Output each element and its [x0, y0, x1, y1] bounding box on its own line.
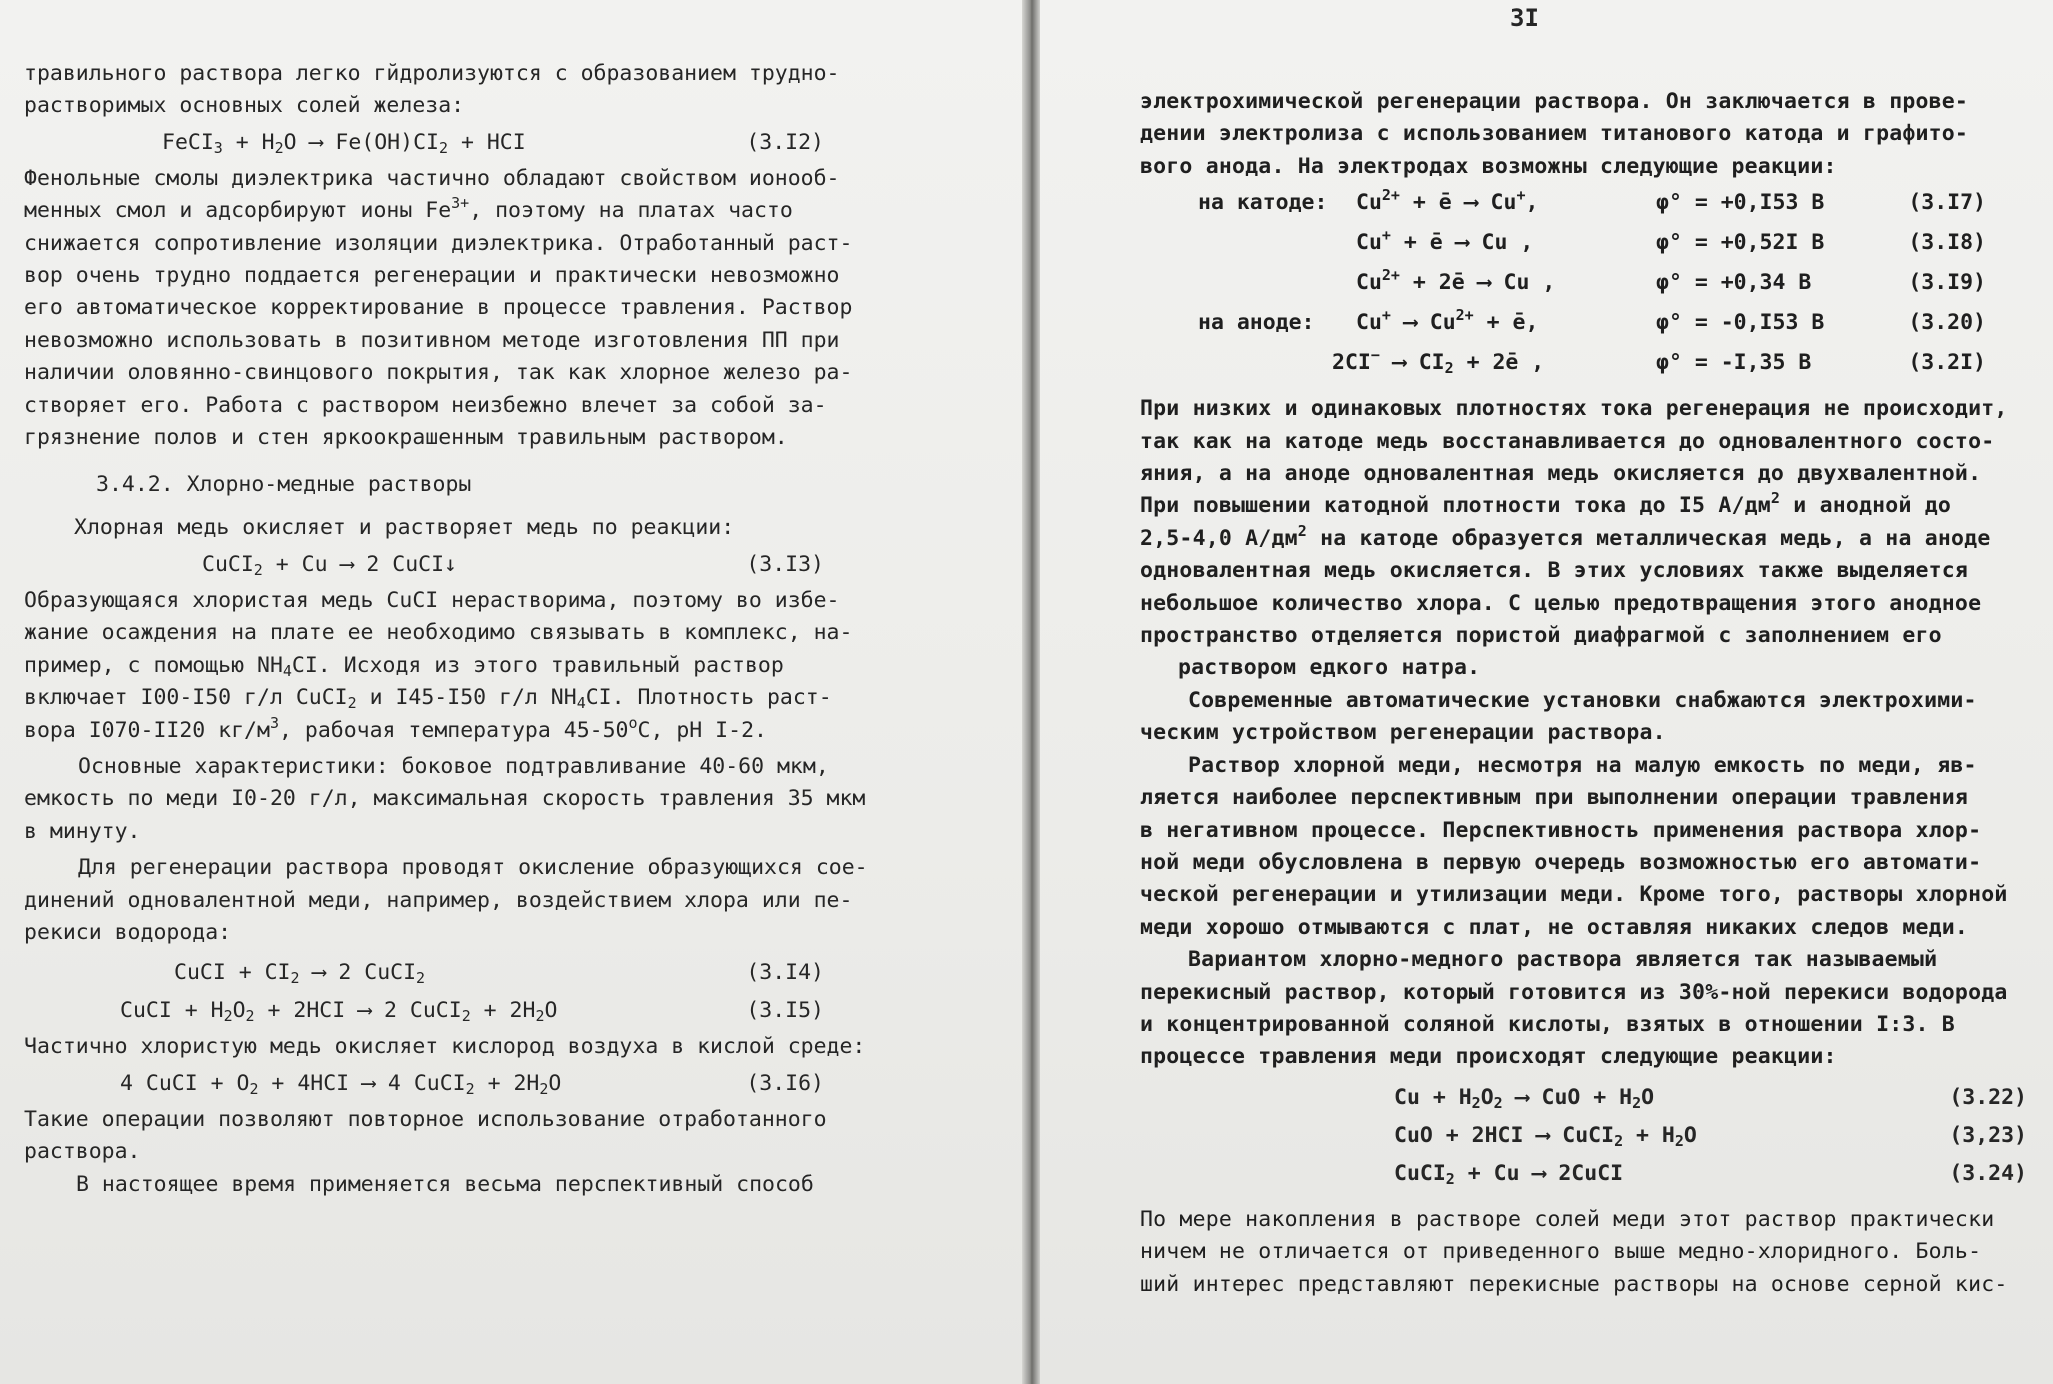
equation-formula: CuCI$_2$ + Cu ⟶ 2 CuCI↓ [202, 551, 457, 579]
text-line: наличии оловянно-свинцового покрытия, так как хлорное железо ра- [24, 360, 853, 386]
text-line: меди хорошо отмываются с плат, не оставляя никаких следов меди. [1140, 914, 1969, 940]
left-page-text [24, 58, 904, 1201]
text-line: одновалентная медь окисляется. В этих условиях также выделяется [1140, 558, 1969, 584]
reaction-potential: φ° = -I,35 В [1656, 350, 1812, 376]
equation-3-24 [1140, 1156, 2035, 1192]
text-line: Современные автоматические установки снабжаются электрохими- [1188, 687, 1977, 713]
equation-formula: CuCI + $CI_2$ ⟶ 2 CuCI$_2$ [174, 960, 426, 988]
text-line: Частично хлористую медь окисляет кислород воздуха в кислой среде: [24, 1034, 866, 1060]
reaction-3-17 [1140, 183, 2035, 223]
text-line: вор очень трудно поддается регенерации и практически невозможно [24, 263, 840, 289]
page-number: 3I [1510, 4, 1539, 32]
reaction-potential: φ° = -0,I53 В [1656, 310, 1825, 336]
text-line: вора I070-II20 $кг/м^3$, рабочая температура 45-50$^o$С, pH I-2. [24, 713, 767, 743]
text-line: При низких и одинаковых плотностях тока регенерация не происходит, [1140, 396, 2008, 422]
text-line: жание осаждения на плате ее необходимо связывать в комплекс, на- [24, 620, 853, 646]
equation-number: (3.I2) [746, 129, 824, 155]
equation-3-14 [24, 955, 904, 991]
text-line: ляется наиболее перспективным при выполнении операции травления [1140, 785, 1969, 811]
reaction-formula: $Cu^{2+}$ + ē ⟶ Cu+, [1356, 186, 1539, 216]
text-line: грязнение полов и стен яркоокрашенным травильным раствором. [24, 425, 788, 451]
text-line: раствора. [24, 1139, 141, 1165]
text-line: Вариантом хлорно-медного раствора является так называемый [1188, 947, 1938, 973]
anode-label: на аноде: [1198, 310, 1315, 336]
equation-3-13 [24, 547, 904, 583]
equation-formula: CuO + 2HCI ⟶ CuCI$_2$ + $H_2O$ [1394, 1122, 1697, 1150]
text-line: 2,5-4,0 $А/дм^2$ на катоде образуется металлическая медь, а на аноде [1140, 521, 1991, 551]
cathode-label: на катоде: [1198, 190, 1328, 216]
book-gutter [1022, 0, 1040, 1384]
reaction-formula: 2CI− ⟶ $CI_2$ + 2ē , [1332, 346, 1545, 378]
text-line: пространство отделяется пористой диафрагмой с заполнением его [1140, 623, 1942, 649]
reaction-formula: Cu+ + ē ⟶ Cu , [1356, 226, 1534, 256]
reaction-formula: $Cu^{2+}$ + 2ē ⟶ Cu , [1356, 266, 1556, 296]
text-line: и концентрированной соляной кислоты, взятых в отношении I:3. В [1140, 1011, 1955, 1037]
reaction-3-18 [1140, 223, 2035, 263]
text-line: процессе травления меди происходят следующие реакции: [1140, 1044, 1837, 1070]
equation-number: (3,23) [1949, 1122, 2027, 1148]
reaction-3-20 [1140, 303, 2035, 343]
equation-number: (3.I3) [746, 551, 824, 577]
text-line: При повышении катодной плотности тока до I5 $А/дм^2$ и анодной до [1140, 489, 1952, 519]
equation-number: (3.20) [1908, 310, 1986, 336]
reaction-3-19 [1140, 263, 2035, 303]
text-line: ничем не отличается от приведенного выше медно-хлоридного. Боль- [1140, 1239, 1982, 1265]
text-line: ческой регенерации и утилизации меди. Кроме того, растворы хлорной [1140, 882, 2008, 908]
reaction-potential: φ° = +0,52I В [1656, 230, 1825, 256]
reaction-formula: Cu+ ⟶ $Cu^{2+}$ + ē, [1356, 306, 1539, 336]
text-line: Такие операции позволяют повторное использование отработанного [24, 1106, 827, 1132]
equation-number: (3.22) [1949, 1084, 2027, 1110]
text-line: так как на катоде медь восстанавливается до одновалентного состо- [1140, 428, 1995, 454]
equation-formula: FeCI$_3$ + $H_2O$ ⟶ $Fe(OH)CI_2$ + HCI [162, 129, 526, 157]
equation-number: (3.I9) [1908, 270, 1986, 296]
equation-3-12 [24, 125, 904, 161]
equation-formula: $Cu + H_2O_2$ ⟶ CuO + $H_2O$ [1394, 1084, 1655, 1112]
text-line: перекисный раствор, который готовится из 30%-ной перекиси водорода [1140, 979, 2008, 1005]
text-line: Образующаяся хлористая медь CuCI нерастворима, поэтому во избе- [24, 587, 840, 613]
text-line: ческим устройством регенерации раствора. [1140, 720, 1666, 746]
equation-formula: 4 CuCI + $O_2 + 4HCI$ ⟶ 4 CuCI$_2$ + $2H_2O$ [120, 1070, 562, 1098]
text-line: менных смол и адсорбируют ионы $Fe^{3+}$, поэтому на платах часто [24, 194, 793, 224]
text-line: По мере накопления в растворе солей меди этот раствор практически [1140, 1206, 1995, 1232]
text-line: Раствор хлорной меди, несмотря на малую емкость по меди, яв- [1188, 752, 1977, 778]
reaction-3-21 [1140, 343, 2035, 383]
text-line: невозможно использовать в позитивном методе изготовления ПП при [24, 327, 840, 353]
text-line: Для регенерации раствора проводят окисление образующихся сое- [78, 855, 868, 881]
text-line: Фенольные смолы диэлектрика частично обладают свойством ионооб- [24, 165, 840, 191]
text-line: электрохимической регенерации раствора. Он заключается в прове- [1140, 89, 1969, 114]
right-page-text [1140, 86, 2035, 1301]
text-line: снижается сопротивление изоляции диэлектрика. Отработанный раст- [24, 230, 853, 256]
equation-number: (3.I8) [1908, 230, 1986, 256]
text-line: Хлорная медь окисляет и растворяет медь по реакции: [74, 515, 735, 541]
section-heading: 3.4.2. Хлорно-медные растворы [96, 472, 472, 498]
equation-3-15 [24, 993, 904, 1029]
reaction-potential: φ° = +0,I53 В [1656, 190, 1825, 216]
text-line: растворимых основных солей железа: [24, 93, 465, 119]
text-line: пример, с помощью $NH_4CI$. Исходя из этого травильный раствор [24, 652, 784, 680]
text-line: включает I00-I50 г/л CuCI$_2$ и I45-I50 г/л $NH_4CI$. Плотность раст- [24, 685, 832, 713]
equation-number: (3.I5) [746, 998, 824, 1024]
reaction-potential: φ° = +0,34 В [1656, 270, 1812, 296]
text-line: яния, а на аноде одновалентная медь окисляется до двухвалентной. [1140, 461, 1982, 487]
equation-number: (3.2I) [1908, 350, 1986, 376]
equation-3-22 [1140, 1080, 2035, 1116]
text-line: в негативном процессе. Перспективность применения раствора хлор- [1140, 817, 1982, 843]
equation-formula: CuCI + $H_2O_2 + 2HCI$ ⟶ 2 CuCI$_2$ + $2H_2O$ [120, 998, 558, 1026]
equation-number: (3.I7) [1908, 190, 1986, 216]
equation-number: (3.I6) [746, 1070, 824, 1096]
equation-formula: CuCI$_2$ + Cu ⟶ 2CuCI [1394, 1160, 1624, 1188]
equation-3-16 [24, 1066, 904, 1102]
text-line: небольшое количество хлора. С целью предотвращения этого анодное [1140, 590, 1982, 616]
text-line: раствором едкого натра. [1178, 655, 1481, 681]
text-line: ной меди обусловлена в первую очередь возможностью его автомати- [1140, 849, 1982, 875]
text-line: его автоматическое корректирование в процессе травления. Раствор [24, 295, 853, 321]
text-line: в минуту. [24, 818, 141, 844]
text-line: дении электролиза с использованием титанового катода и графито- [1140, 121, 1969, 147]
text-line: динений одновалентной меди, например, воздействием хлора или пе- [24, 887, 853, 913]
text-line: рекиси водорода: [24, 919, 232, 945]
text-line: створяет его. Работа с раствором неизбежно влечет за собой за- [24, 392, 827, 418]
text-line: емкость по меди I0-20 г/л, максимальная скорость травления 35 мкм [24, 786, 866, 812]
equation-number: (3.24) [1949, 1160, 2027, 1186]
text-line: Основные характеристики: боковое подтравливание 40-60 мкм, [78, 753, 829, 779]
equation-3-23 [1140, 1118, 2035, 1154]
text-line: травильного раствора легко гйдролизуются с образованием трудно- [24, 61, 840, 86]
text-line: вого анода. На электродах возможны следующие реакции: [1140, 153, 1837, 179]
equation-number: (3.I4) [746, 960, 824, 986]
text-line: ший интерес представляют перекисные растворы на основе серной кис- [1140, 1271, 2008, 1297]
text-line: В настоящее время применяется весьма перспективный способ [76, 1171, 814, 1197]
